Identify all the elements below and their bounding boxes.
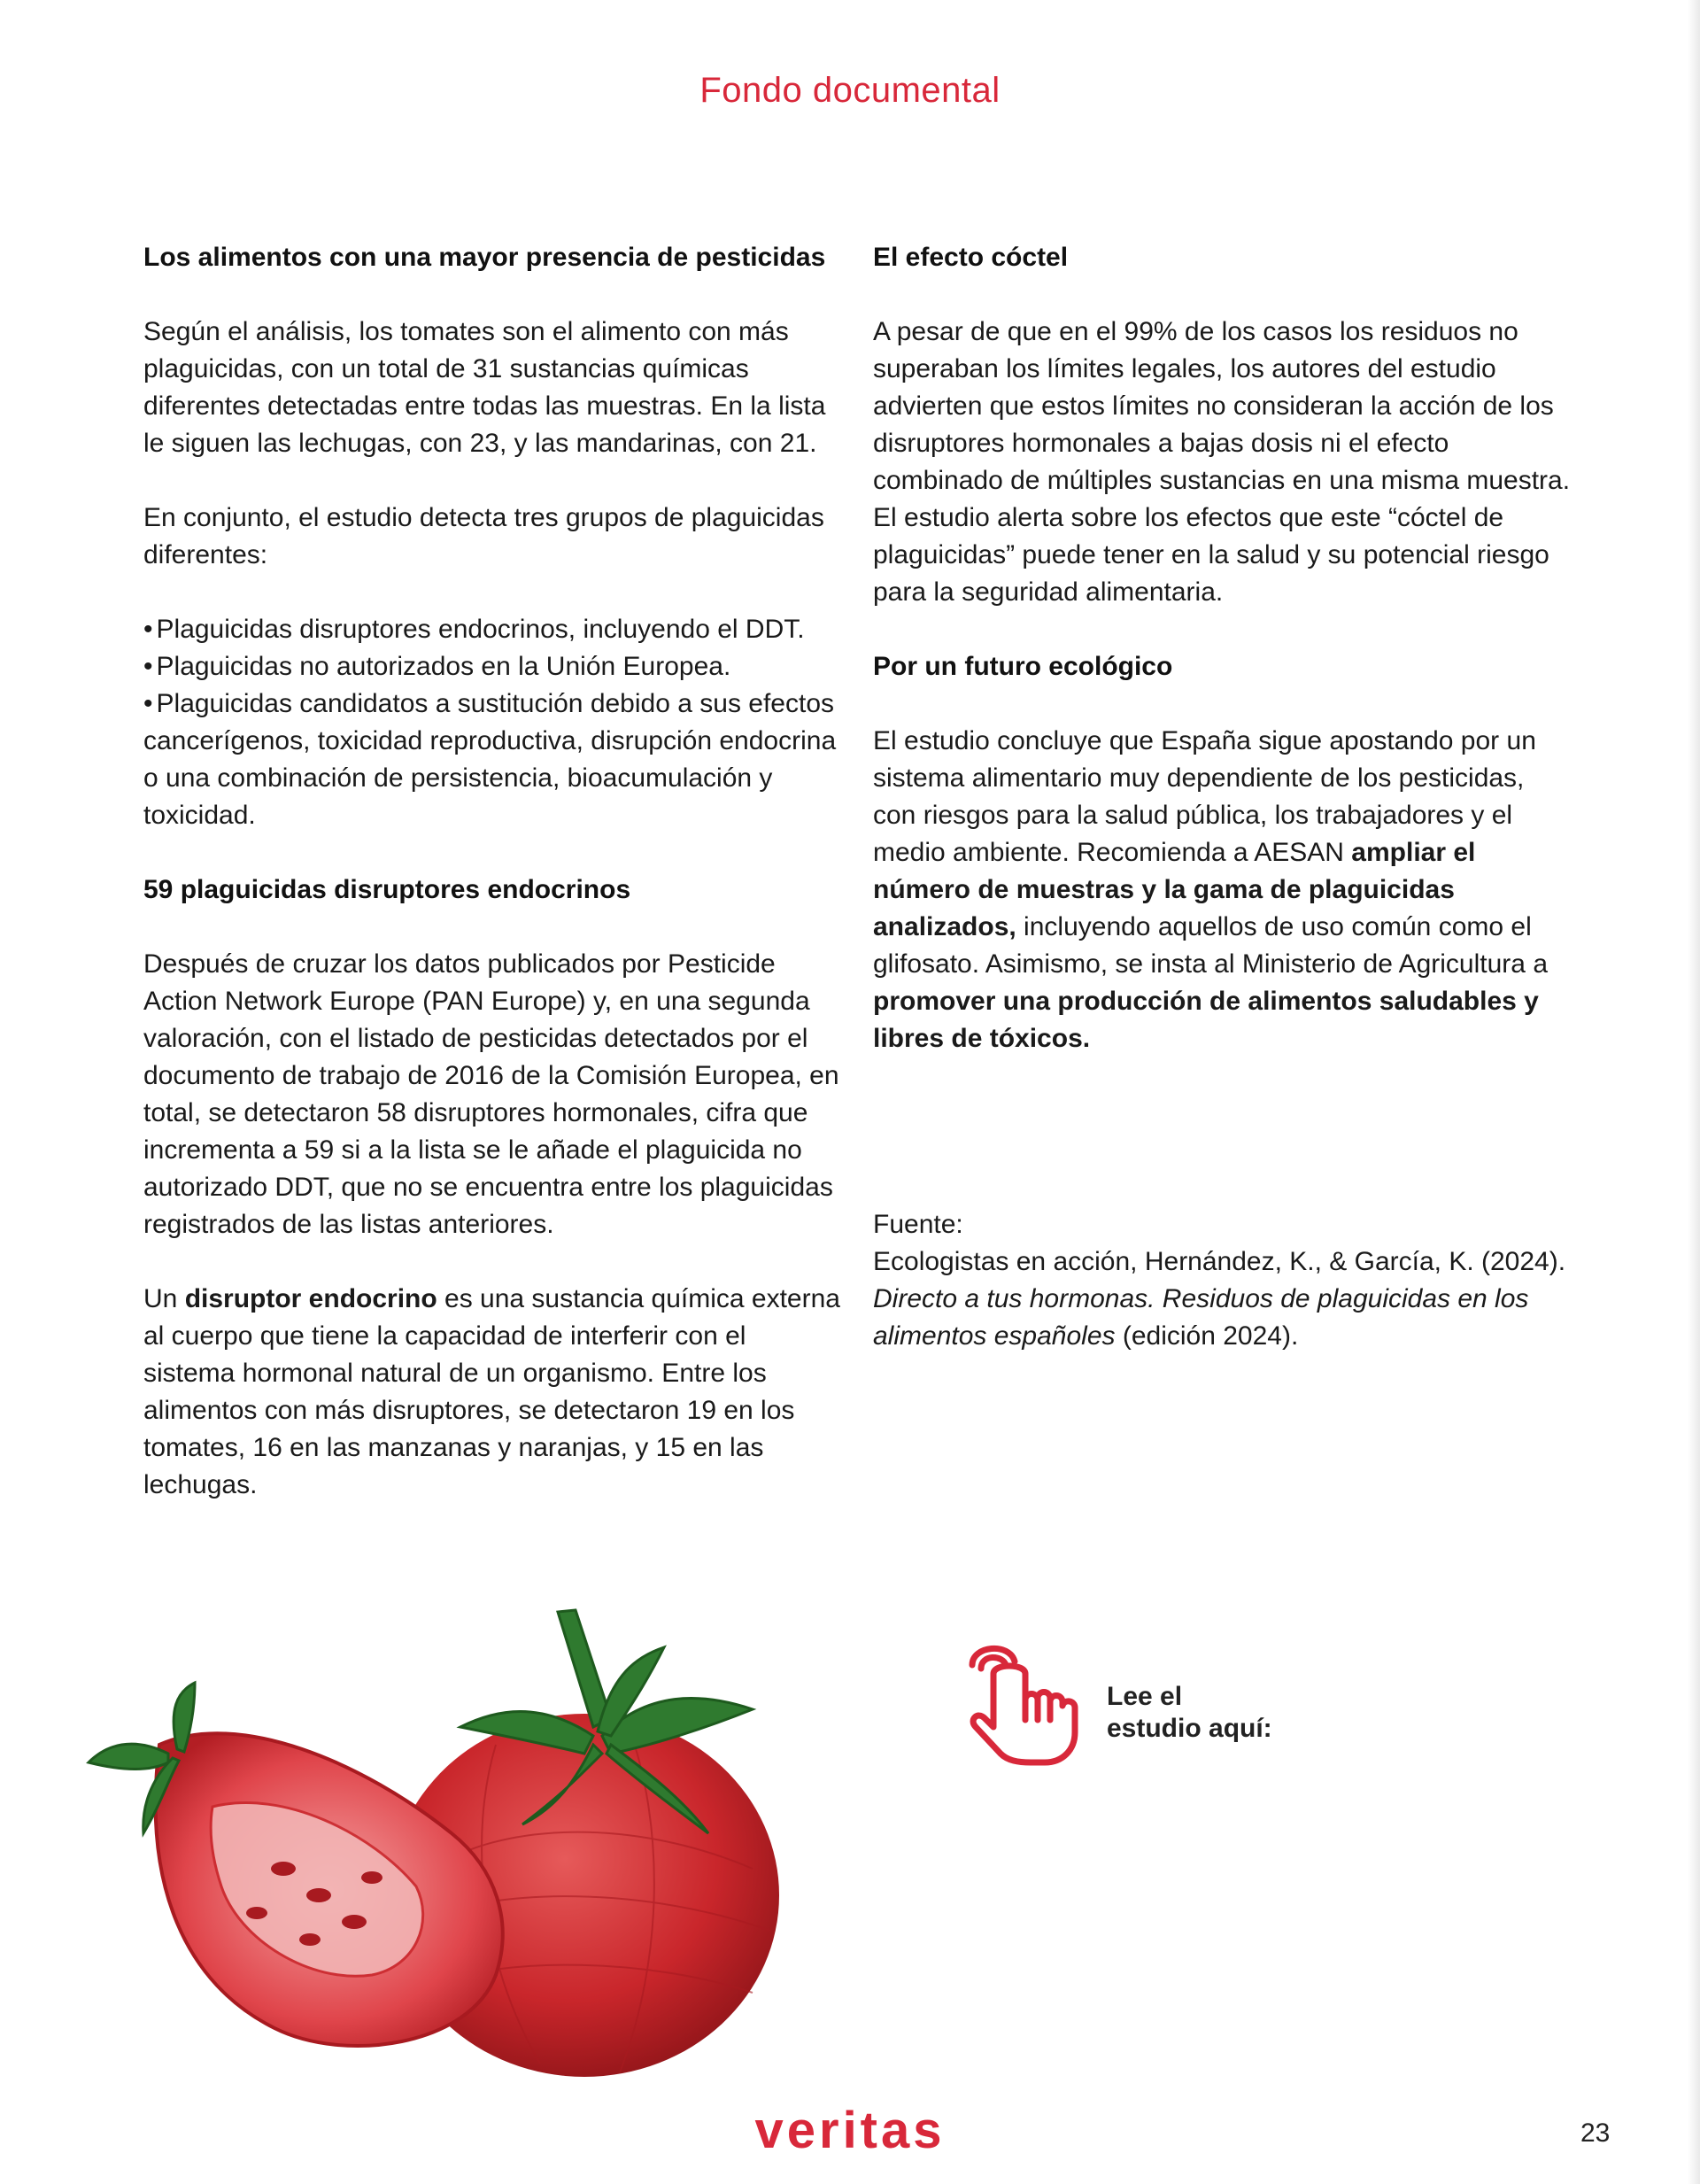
heading-efecto-coctel: El efecto cóctel <box>873 243 1069 272</box>
source-citation <box>873 1243 1572 1355</box>
paragraph-limites: A pesar de que en el 99% de los casos los residuos no superaban los límites legales, los autores del estudio advierten que estos límites no consideran la acción de los disruptores hormonales a bajas dosis ni el efecto combinado de múltiples sustancias en una misma muestra. El estudio alerta sobre los efectos que este “cóctel de plaguicidas” puede tener en la salud y su potencial riesgo para la seguridad alimentaria. <box>873 317 1571 607</box>
cta-label[interactable] <box>1107 1681 1272 1745</box>
spacer <box>873 1095 1572 1206</box>
page-edge-shadow <box>1688 0 1700 2184</box>
bold-recommendation: ampliar el número de muestras y la gama de plaguicidas analizados, <box>873 838 1476 941</box>
paragraph-definicion <box>143 1281 843 1504</box>
cta-line: estudio aquí: <box>1107 1714 1272 1743</box>
text-run: Un <box>143 1284 185 1313</box>
source-title: Directo a tus hormonas. Residuos de plaguicidas en los alimentos españoles <box>873 1284 1529 1351</box>
text-run: es una sustancia química externa al cuerpo que tiene la capacidad de interferir con el sistema hormonal natural de un organismo. Entre los alimentos con más disruptores, se detectaron 19 en los tomates, 16 en las manzanas y naranjas, y 15 en las lechugas. <box>143 1284 840 1499</box>
paragraph-cruce-datos: Después de cruzar los datos publicados por Pesticide Action Network Europe (PAN Europe) y, en una segunda valoración, con el listado de pesticidas detectados por el documento de trabajo de 2016 de la Comisión Europea, en total, se detectaron 58 disruptores hormonales, cifra que incrementa a 59 si a la lista se le añade el plaguicida no autorizado DDT, que no se encuentra entre los plaguicidas registrados de las listas anteriores. <box>143 949 839 1239</box>
source-label: Fuente: <box>873 1210 963 1239</box>
bullet-list <box>143 611 843 834</box>
bullet-item: • Plaguicidas candidatos a sustitución debido a sus efectos cancerígenos, toxicidad reproductiva, disrupción endocrina o una combinación de persistencia, bioacumulación y toxicidad. <box>143 685 843 834</box>
bullet-item: • Plaguicidas disruptores endocrinos, incluyendo el DDT. <box>143 611 843 648</box>
text-run: (edición 2024). <box>1115 1321 1299 1351</box>
bullet-item: • Plaguicidas no autorizados en la Unión Europea. <box>143 648 843 685</box>
cta-line: Lee el <box>1107 1682 1183 1711</box>
paragraph-conclusion <box>873 723 1572 1057</box>
paragraph-analisis: Según el análisis, los tomates son el alimento con más plaguicidas, con un total de 31 sustancias químicas diferentes detectadas entre todas las muestras. En la lista le siguen las lechugas, con 23, y las mandarinas, con 21. <box>143 317 826 458</box>
veritas-logo: veritas <box>754 2102 946 2154</box>
bold-recommendation: promover una producción de alimentos saludables y libres de tóxicos. <box>873 987 1539 1053</box>
text-run: incluyendo aquellos de uso común como el glifosato. Asimismo, se insta al Ministerio de Agricultura a <box>873 912 1548 979</box>
heading-alimentos: Los alimentos con una mayor presencia de pesticidas <box>143 243 826 272</box>
paragraph-grupos: En conjunto, el estudio detecta tres grupos de plaguicidas diferentes: <box>143 503 824 569</box>
pointing-hand-icon[interactable] <box>956 1638 1089 1771</box>
text-run: Ecologistas en acción, Hernández, K., & García, K. (2024). <box>873 1247 1566 1276</box>
left-column <box>143 239 843 1541</box>
page-number: 23 <box>1580 2118 1611 2148</box>
read-study-link[interactable] <box>956 1638 1272 1771</box>
bold-term: disruptor endocrino <box>184 1284 437 1313</box>
heading-futuro-ecologico: Por un futuro ecológico <box>873 652 1173 681</box>
tomato-illustration <box>80 1603 841 2099</box>
section-title: Fondo documental <box>699 71 1001 110</box>
heading-disruptores: 59 plaguicidas disruptores endocrinos <box>143 875 631 904</box>
right-column <box>873 239 1572 1392</box>
text-run: El estudio concluye que España sigue apostando por un sistema alimentario muy dependiente de los pesticidas, con riesgos para la salud pública, los trabajadores y el medio ambiente. Recomienda a AESAN <box>873 726 1536 867</box>
